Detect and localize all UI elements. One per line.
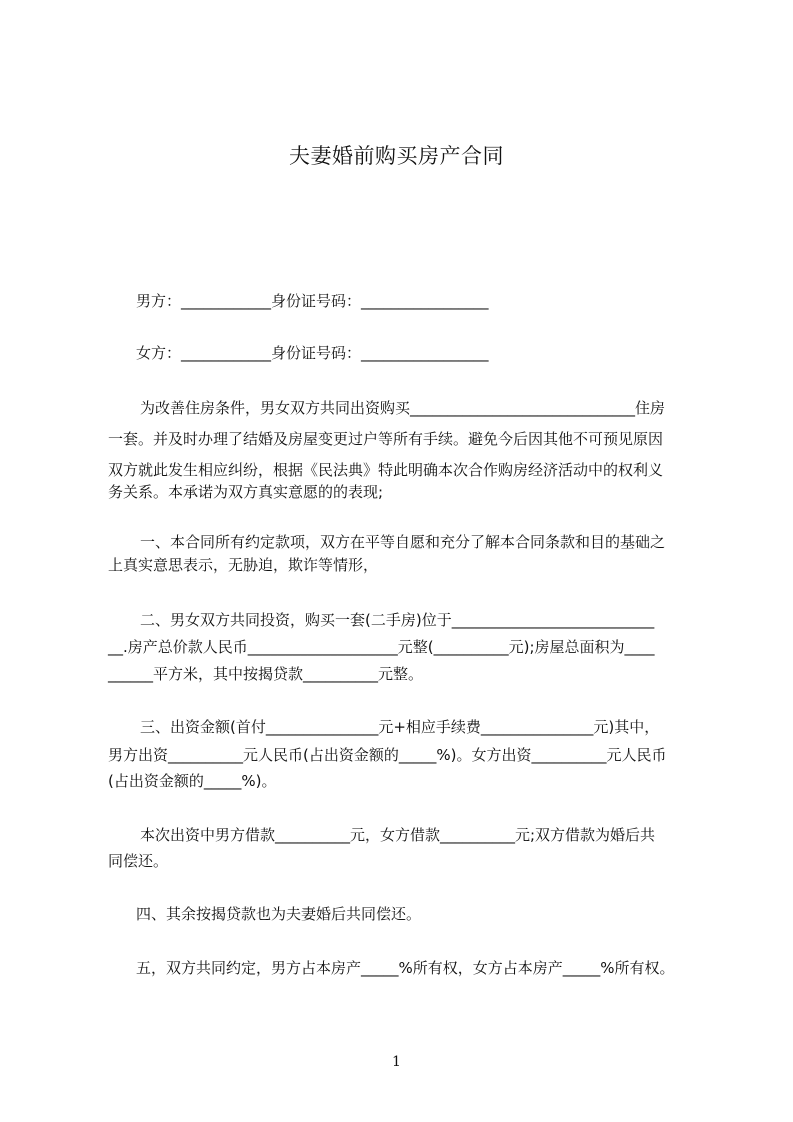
- clause-line: 二、男女双方共同投资，购买一套(二手房)位于___________________________: [140, 611, 655, 629]
- preamble-line: 双方就此发生相应纠纷，根据《民法典》特此明确本次合作购房经济活动中的权利义: [108, 461, 664, 479]
- wife-party-line: 女方：____________身份证号码：_________________: [136, 344, 489, 362]
- clause-5: 五，双方共同约定，男方占本房产_____%所有权，女方占本房产_____%所有权。: [136, 959, 675, 977]
- clause-line: (占出资金额的_____%)。: [108, 772, 277, 790]
- husband-party-line: 男方：____________身份证号码：_________________: [136, 292, 489, 310]
- document-title: 夫妻婚前购买房产合同: [289, 144, 504, 168]
- clause-line: 同偿还。: [108, 852, 169, 870]
- clause-line: ______平方米，其中按揭贷款__________元整。: [108, 665, 424, 683]
- page-number: 1: [392, 1054, 401, 1070]
- preamble-line: 一套。并及时办理了结婚及房屋变更过户等所有手续。避免今后因其他不可预见原因: [108, 430, 664, 448]
- clause-line: 本次出资中男方借款__________元，女方借款__________元;双方借款为婚后共: [140, 826, 656, 844]
- clause-line: 男方出资__________元人民币(占出资金额的_____%)。女方出资__________元人民币: [108, 746, 667, 764]
- clause-line: __.房产总价款人民币____________________元整(__________元);房屋总面积为____: [108, 638, 655, 656]
- clause-line: 一、本合同所有约定款项，双方在平等自愿和充分了解本合同条款和目的基础之: [140, 533, 666, 551]
- preamble-line: 为改善住房条件，男女双方共同出资购买______________________________住房: [140, 399, 666, 417]
- preamble-line: 务关系。本承诺为双方真实意愿的的表现;: [108, 483, 384, 501]
- clause-line: 三、出资金额(首付_______________元+相应手续费_______________元)其中，: [140, 718, 660, 736]
- clause-4: 四、其余按揭贷款也为夫妻婚后共同偿还。: [136, 905, 422, 923]
- clause-line: 上真实意思表示，无胁迫，欺诈等情形，: [108, 556, 379, 574]
